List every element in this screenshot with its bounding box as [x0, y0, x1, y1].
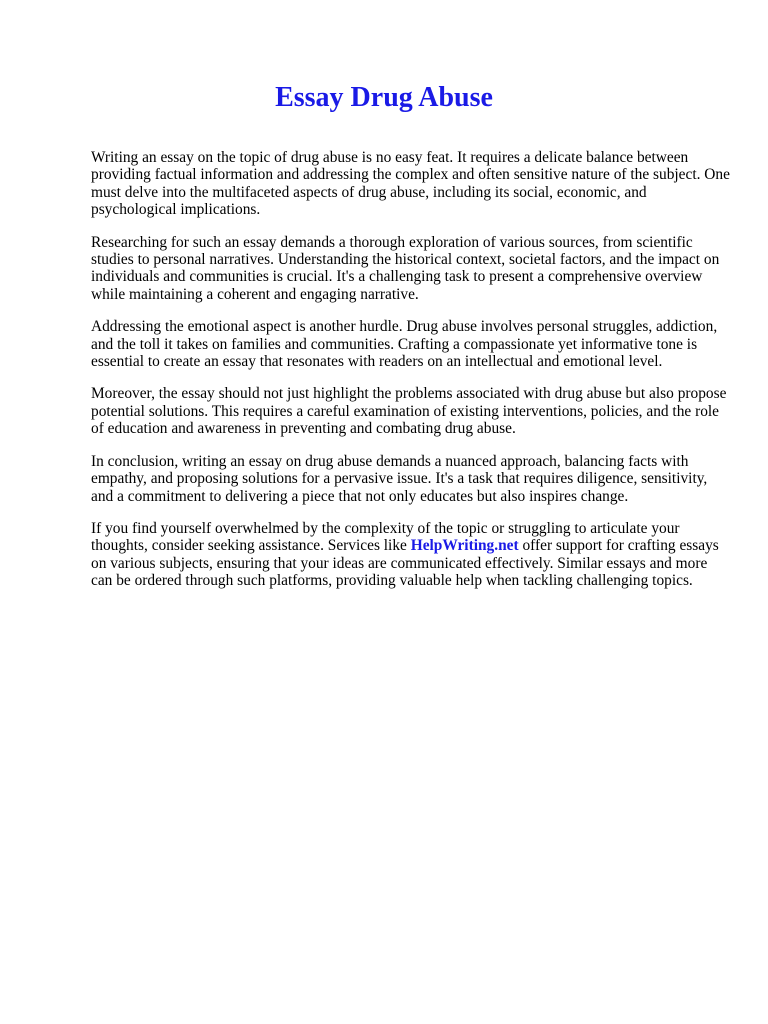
paragraph-4: Moreover, the essay should not just highlight the problems associated with drug abuse but also propose potential solutions. This requires a careful examination of existing interventions, policies, and the role of education and awareness in preventing and combating drug abuse.: [91, 385, 727, 438]
paragraph-6-text-before: If you find yourself overwhelmed by the complexity of the topic or struggling to articulate your thoughts, consider seeking assistance. Services like: [91, 519, 680, 555]
paragraph-6: [91, 520, 731, 590]
paragraph-1: Writing an essay on the topic of drug abuse is no easy feat. It requires a delicate balance between providing factual information and addressing the complex and often sensitive nature of the subject. One must delve into the multifaceted aspects of drug abuse, including its social, economic, and psychological implications.: [91, 149, 730, 219]
document-title: Essay Drug Abuse: [275, 82, 493, 113]
paragraph-5: In conclusion, writing an essay on drug abuse demands a nuanced approach, balancing facts with empathy, and proposing solutions for a pervasive issue. It's a task that requires diligence, sensitivity, and a commitment to delivering a piece that not only educates but also inspires change.: [91, 452, 708, 505]
paragraph-3: Addressing the emotional aspect is another hurdle. Drug abuse involves personal struggles, addiction, and the toll it takes on families and communities. Crafting a compassionate yet informative tone is essential to create an essay that resonates with readers on an intellectual and emotional level.: [91, 318, 718, 371]
helpwriting-link[interactable]: HelpWriting.net: [410, 537, 519, 555]
paragraph-6-text-after: offer support for crafting essays on various subjects, ensuring that your ideas are communicated effectively. Similar essays and more can be ordered through such platforms, providing valuable help when tackling challenging topics.: [91, 537, 719, 590]
paragraph-2: Researching for such an essay demands a thorough exploration of various sources, from scientific studies to personal narratives. Understanding the historical context, societal factors, and the impact on individuals and communities is crucial. It's a challenging task to present a comprehensive overview while maintaining a coherent and engaging narrative.: [91, 233, 720, 303]
